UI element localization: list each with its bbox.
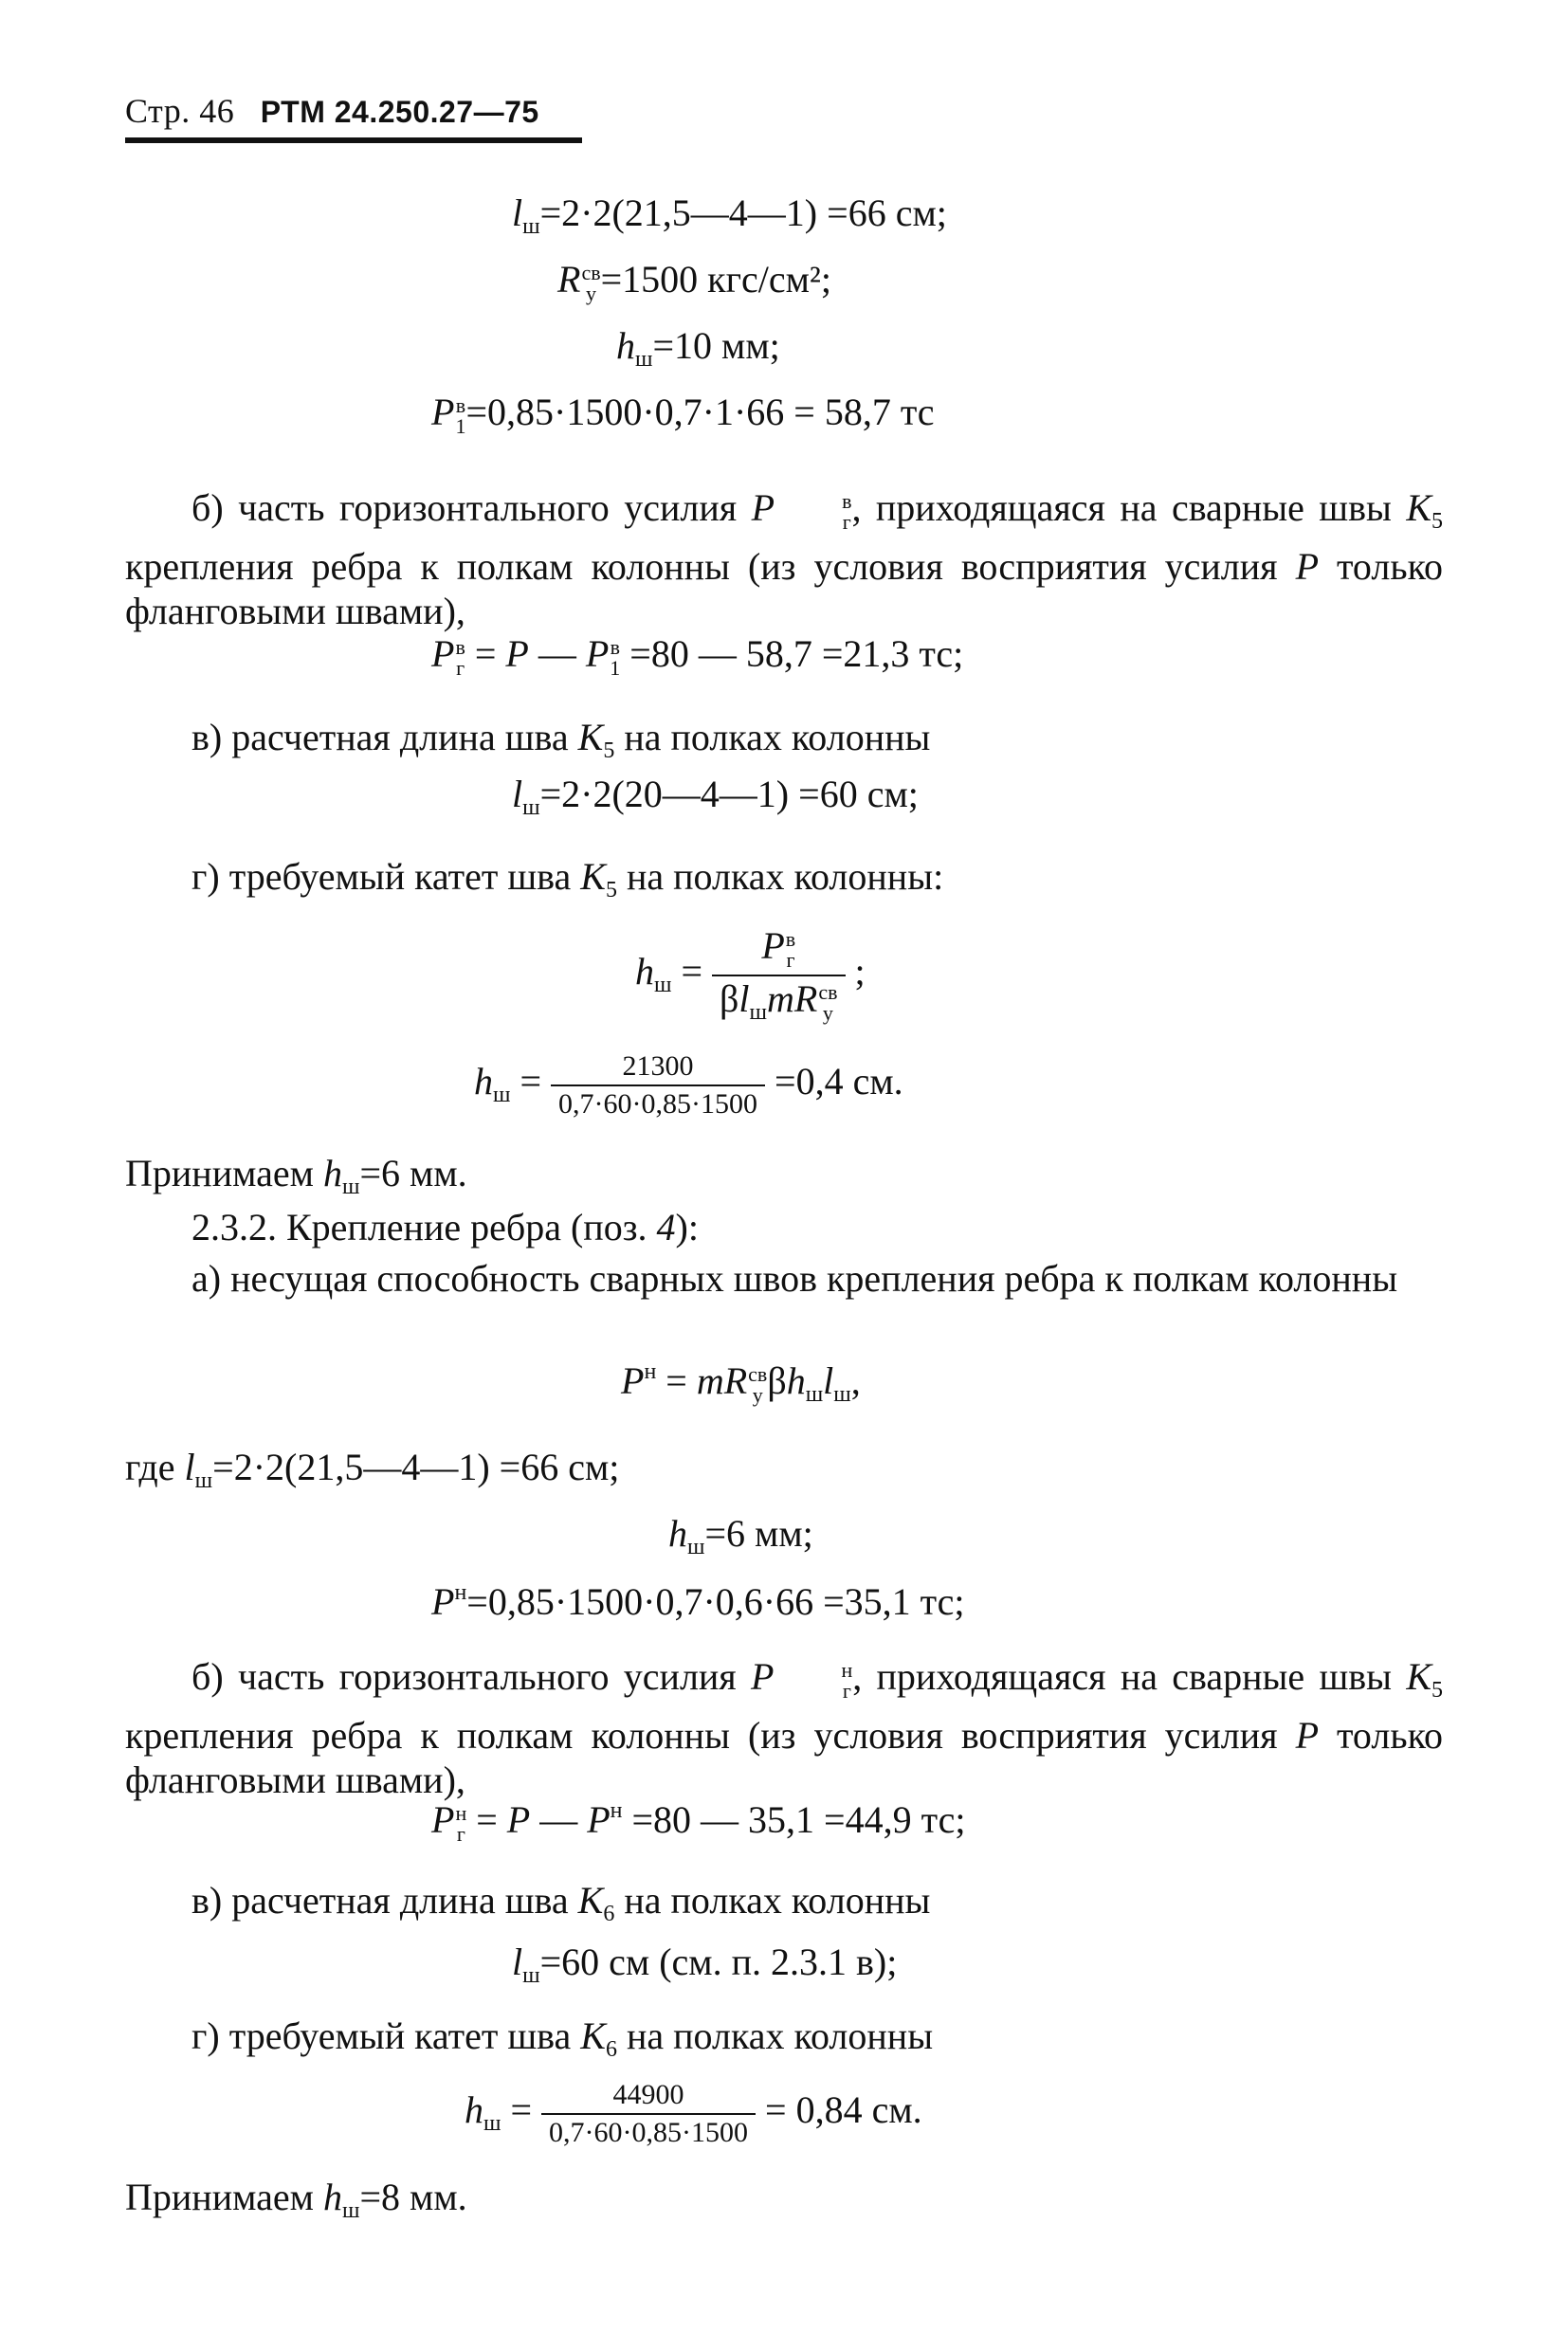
formula-ry-1: R св у =1500 кгс/см²; — [557, 258, 832, 305]
formula-lsh-3: где $l_ш=2\cdot 2(21,5—4—1) =66$ см; — [125, 1446, 620, 1493]
formula-pg-2: P н г = P — $P^н =80$ — 35,1 =44,9 тс; — [431, 1798, 966, 1846]
formula-hsh-value-2: $h_ш$ = $\frac{44900}{0,7\cdot 60\cdot 0,85\cdot 1500}$ = 0,84 см. — [465, 2079, 922, 2148]
section-heading: 2.3.2. Крепление ребра (поз. 4): — [191, 1206, 699, 1248]
accept-line-2: Принимаем $h_ш=8$ мм. — [125, 2176, 467, 2223]
page-header — [125, 91, 539, 131]
paragraph-b2: б) часть горизонтального усилия P н г , приходящаяся на сварные швы $K_5$ крепления ребра к полкам колонны (из условия восприятия усилия P только фланговыми швами), — [125, 1655, 1444, 1801]
document-code: РТМ 24.250.27—75 — [260, 95, 539, 129]
formula-pn-general: $P^н$ = mR св у $\beta h_шl_ш$, — [621, 1359, 861, 1407]
fraction-general: P в г $\beta l_шmR$ св у — [712, 927, 845, 1024]
paragraph-a2: а) несущая способность сварных швов крепления ребра к полкам колонны — [191, 1257, 1398, 1300]
page-number: Стр. 46 — [125, 92, 235, 130]
fraction-value-1: $\frac{21300}{0,7\cdot 60\cdot 0,85\cdot 1500}$ — [551, 1052, 765, 1119]
formula-hsh-general: $h_ш$ = P в г $\beta l_шmR$ св у ; — [635, 924, 866, 1025]
formula-lsh-2: $l_ш=2\cdot 2(20—4—1) =60$ см; — [512, 773, 919, 820]
formula-pg-1: P в г = P — P в 1 =80 — 58,7 =21,3 тс; — [431, 632, 964, 680]
formula-pn-value: $P^н=0,85\cdot 1500\cdot 0,7\cdot 0,6\cdot 66 =35,1$ тс; — [431, 1580, 965, 1623]
formula-lsh-4: $l_ш=60$ см (см. п. 2.3.1 в); — [512, 1941, 898, 1988]
paragraph-b1: б) часть горизонтального усилия P в г , приходящаяся на сварные швы $K_5$ крепления ребра к полкам колонны (из условия восприятия усилия P только фланговыми швами), — [125, 486, 1444, 632]
formula-hsh-1: $h_ш=10$ мм; — [616, 324, 780, 372]
formula-hsh-2: $h_ш=6$ мм; — [668, 1512, 813, 1559]
accept-line-1: Принимаем $h_ш=6$ мм. — [125, 1152, 467, 1199]
formula-hsh-value-1: $h_ш$ = $\frac{21300}{0,7\cdot 60\cdot 0,85\cdot 1500}$ =0,4 см. — [474, 1050, 903, 1120]
fraction-value-2: $\frac{44900}{0,7\cdot 60\cdot 0,85\cdot 1500}$ — [541, 2081, 756, 2147]
paragraph-v2: в) расчетная длина шва $K_6$ на полках колонны — [191, 1879, 931, 1926]
formula-p1-1: P в 1 =0,85·1500·0,7·1·66 = 58,7 тс — [431, 391, 935, 438]
formula-lsh-1: $l_ш=2\cdot 2(21,5—4—1) =66$ см; — [512, 191, 947, 239]
paragraph-g2: г) требуемый катет шва $K_6$ на полках колонны — [191, 2014, 934, 2062]
paragraph-v1: в) расчетная длина шва $K_5$ на полках колонны — [191, 716, 931, 763]
header-rule — [125, 137, 582, 143]
paragraph-g1: г) требуемый катет шва $K_5$ на полках колонны: — [191, 855, 944, 902]
